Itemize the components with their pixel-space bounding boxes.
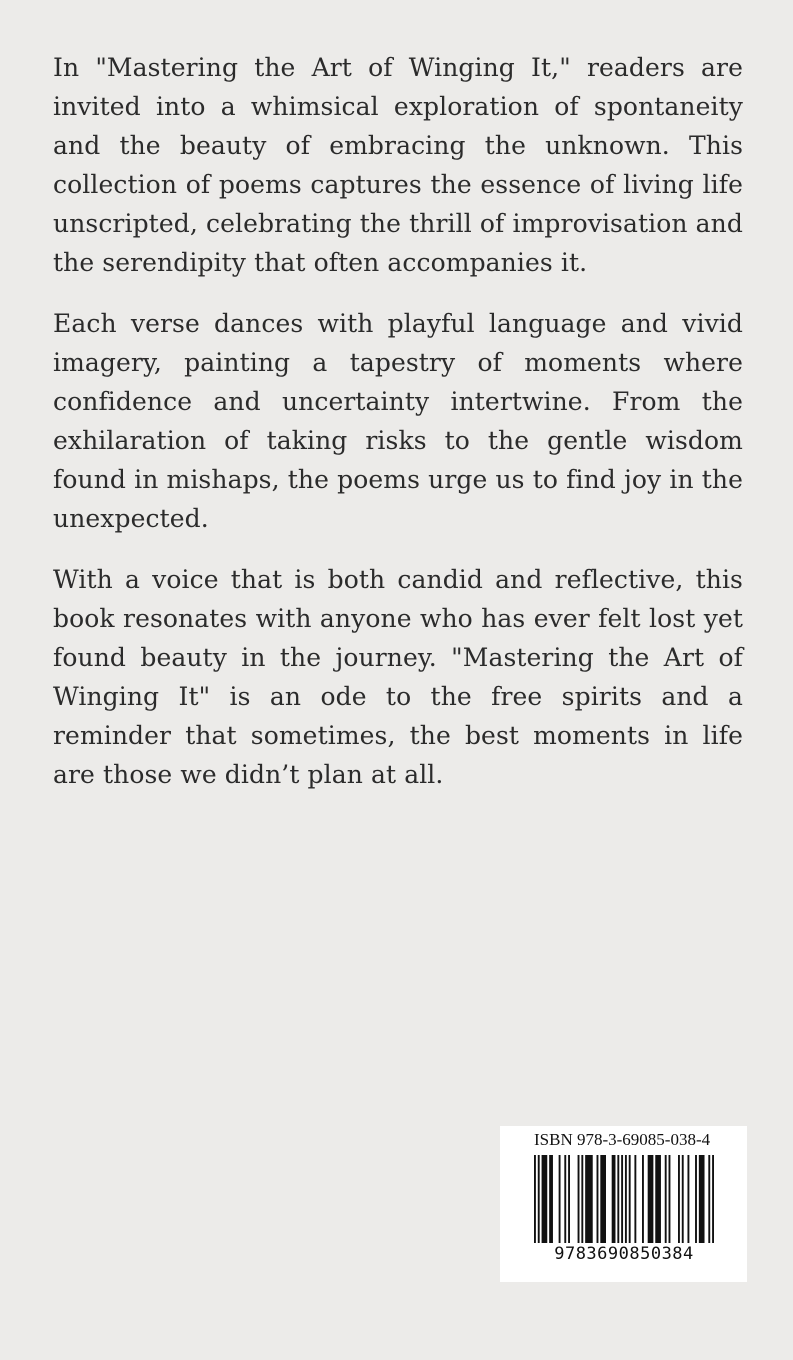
barcode-bar (578, 1155, 580, 1243)
barcode-bar (542, 1155, 548, 1243)
barcode-bar (534, 1155, 536, 1243)
barcode-bar (600, 1155, 606, 1243)
barcode-bar (712, 1155, 714, 1243)
barcode-bar (695, 1155, 697, 1243)
barcode-bar (568, 1155, 570, 1243)
blurb-paragraph-2: Each verse dances with playful language and vivid imagery, painting a tapestry of moments where confidence and uncertainty intertwine. From the exhilaration of taking risks to the gentle wisdom found in mishaps, the poems urge us to find joy in the unexpected. (53, 309, 743, 533)
isbn-barcode-box (500, 1126, 747, 1282)
blurb-paragraph-1: In "Mastering the Art of Winging It," readers are invited into a whimsical exploration of spontaneity and the beauty of embracing the unknown. This collection of poems captures the essence of living life unscripted, celebrating the thrill of improvisation and the serendipity that often accompanies it. (53, 53, 743, 277)
barcode-bar (682, 1155, 684, 1243)
barcode-bar (564, 1155, 566, 1243)
barcode-bar (581, 1155, 583, 1243)
barcode-bar (617, 1155, 619, 1243)
barcode-bar (612, 1155, 616, 1243)
barcode-bar (538, 1155, 540, 1243)
barcode-digits: 9783690850384 (554, 1244, 694, 1264)
barcode-bar (634, 1155, 636, 1243)
barcode-bar (687, 1155, 689, 1243)
barcode-bar (629, 1155, 631, 1243)
barcode-bar (559, 1155, 561, 1243)
blurb-paragraph-3: With a voice that is both candid and reflective, this book resonates with anyone who has ever felt lost yet found beauty in the journey. "Mastering the Art of Winging It" is an ode to the free spirits and a reminder that sometimes, the best moments in life are those we didn’t plan at all. (53, 565, 743, 789)
barcode-bar (699, 1155, 705, 1243)
barcode-bar (549, 1155, 553, 1243)
back-cover-blurb (53, 48, 743, 816)
barcode-bar (648, 1155, 654, 1243)
barcode-bar (585, 1155, 593, 1243)
barcode-bar (669, 1155, 671, 1243)
isbn-label: ISBN 978-3-69085-038-4 (534, 1130, 711, 1149)
barcode-bar (708, 1155, 710, 1243)
barcode-bar (597, 1155, 599, 1243)
barcode-bar (621, 1155, 623, 1243)
barcode-bar (642, 1155, 644, 1243)
barcode-bar (678, 1155, 680, 1243)
barcode-image (534, 1155, 714, 1243)
barcode-bar (655, 1155, 661, 1243)
barcode-bar (665, 1155, 667, 1243)
barcode-bar (625, 1155, 627, 1243)
